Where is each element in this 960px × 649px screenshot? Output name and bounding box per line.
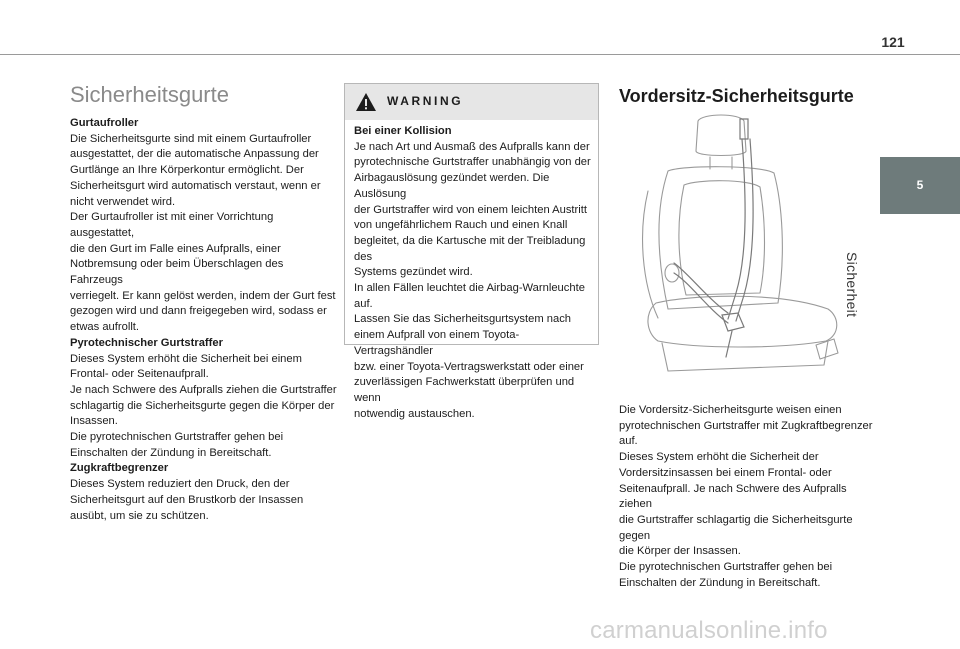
warning-subheading: Bei einer Kollision (354, 125, 452, 137)
page-number: 121 (881, 34, 905, 50)
seatbelt-text-column (70, 116, 338, 524)
backrest-shape (659, 167, 782, 309)
text-line: Gurtlänge an Ihre Körperkontur ermöglicht. Der (70, 164, 304, 177)
text-line: der Gurtstraffer wird von einem leichten Austritt (354, 203, 587, 216)
text-line: etwas aufrollt. (70, 321, 140, 334)
seat-cushion (648, 296, 837, 347)
text-line: notwendig austauschen. (354, 407, 475, 420)
text-line: Insassen. (70, 415, 118, 428)
text-line: Die Sicherheitsgurte sind mit einem Gurtaufroller (70, 132, 312, 145)
front-seatbelts-title: Vordersitz-Sicherheitsgurte (619, 86, 854, 106)
warning-title: WARNING (387, 94, 464, 108)
text-line: Seitenaufprall. Je nach Schwere des Aufpralls ziehen (619, 482, 847, 511)
text-line: pyrotechnischen Gurtstraffer mit Zugkraftbegrenzer (619, 419, 873, 432)
text-line: gezogen wird und dann freigegeben wird, sodass er (70, 305, 327, 318)
warning-triangle-icon (355, 91, 377, 113)
warning-box (344, 83, 599, 420)
section-zugkraftbegrenzer (70, 461, 338, 524)
text-line: ausübt, um sie zu schützen. (70, 509, 209, 522)
text-line: Airbagauslösung gezündet werden. Die Auslösung (354, 172, 550, 200)
buckle-stalk (726, 331, 732, 357)
text-line: einem Aufprall von einem Toyota-Vertragshändler (354, 329, 520, 357)
text-line: pyrotechnische Gurtstraffer unabhängig von der (354, 156, 591, 169)
text-line: Der Gurtaufroller ist mit einer Vorrichtung ausgestattet, (70, 211, 274, 239)
text-line: Je nach Schwere des Aufpralls ziehen die Gurtstraffer (70, 383, 337, 396)
subheading-gurtaufroller: Gurtaufroller (70, 117, 139, 129)
text-line: Die pyrotechnischen Gurtstraffer gehen bei (619, 561, 833, 574)
text-line: schlagartig die Sicherheitsgurte gegen die Körper der (70, 399, 335, 412)
backrest-bolster (679, 181, 765, 295)
text-line: Die pyrotechnischen Gurtstraffer gehen bei (70, 431, 284, 444)
belt-buckle (722, 313, 744, 331)
backrest-seam (643, 191, 658, 318)
warning-text (354, 124, 594, 422)
text-line: Lassen Sie das Sicherheitsgurtsystem nach (354, 313, 572, 326)
text-line: Frontal- oder Seitenaufprall. (70, 368, 209, 381)
recline-knob (665, 264, 679, 282)
text-line: Notbremsung oder beim Überschlagen des Fahrzeugs (70, 258, 284, 287)
chapter-title: Sicherheit (844, 252, 860, 318)
text-line: Dieses System reduziert den Druck, den der (70, 478, 290, 491)
text-line: die Gurtstraffer schlagartig die Sicherheitsgurte gegen (619, 513, 853, 542)
text-line: zuverlässigen Fachwerkstatt überprüfen und wenn (354, 376, 575, 404)
text-line: Sicherheitsgurt wird automatisch verstaut, wenn er (70, 179, 321, 192)
text-line: Sicherheitsgurt auf den Brustkorb der Insassen (70, 493, 304, 506)
text-line: die den Gurt im Falle eines Aufpralls, einer (70, 242, 281, 255)
text-line: nicht verwendet wird. (70, 195, 176, 208)
section-gurtstraffer (70, 336, 338, 462)
text-line: Systems gezündet wird. (354, 266, 473, 279)
text-line: verriegelt. Er kann gelöst werden, indem der Gurt fest (70, 289, 336, 302)
text-line: ausgestattet, der die automatische Anpassung der (70, 148, 319, 161)
section-gurtaufroller (70, 116, 338, 336)
front-seatbelts-text (619, 403, 881, 591)
text-line: Vordersitzinsassen bei einem Frontal- oder (619, 466, 832, 479)
header-divider (0, 54, 960, 55)
chapter-tab[interactable]: 5 (880, 157, 960, 214)
belt-lap-strap (674, 263, 728, 323)
text-line: Dieses System erhöht die Sicherheit bei einem (70, 352, 302, 365)
text-line: auf. (619, 435, 638, 448)
text-line: begleitet, da die Kartusche mit der Treibladung des (354, 234, 586, 263)
text-line: Einschalten der Zündung in Bereitschaft. (70, 446, 272, 459)
seat-belt-illustration (628, 113, 860, 383)
text-line: Die Vordersitz-Sicherheitsgurte weisen einen (619, 404, 842, 416)
text-line: Einschalten der Zündung in Bereitschaft. (619, 576, 821, 589)
section-title: Sicherheitsgurte (70, 82, 229, 107)
warning-header (345, 84, 598, 120)
text-line: bzw. einer Toyota-Vertragswerkstatt oder einer (354, 360, 584, 373)
headrest-shape (696, 115, 746, 156)
subheading-zugkraftbegrenzer: Zugkraftbegrenzer (70, 462, 169, 475)
subheading-gurtstraffer: Pyrotechnischer Gurtstraffer (70, 336, 223, 349)
text-line: In allen Fällen leuchtet die Airbag-Warnleuchte auf. (354, 282, 585, 310)
text-line: die Körper der Insassen. (619, 545, 741, 558)
text-line: Je nach Art und Ausmaß des Aufpralls kann der (354, 140, 590, 153)
watermark: carmanualsonline.info (590, 617, 828, 644)
text-line: Dieses System erhöht die Sicherheit der (619, 451, 819, 464)
text-line: von ungefährlichem Rauch und einen Knall (354, 219, 568, 232)
